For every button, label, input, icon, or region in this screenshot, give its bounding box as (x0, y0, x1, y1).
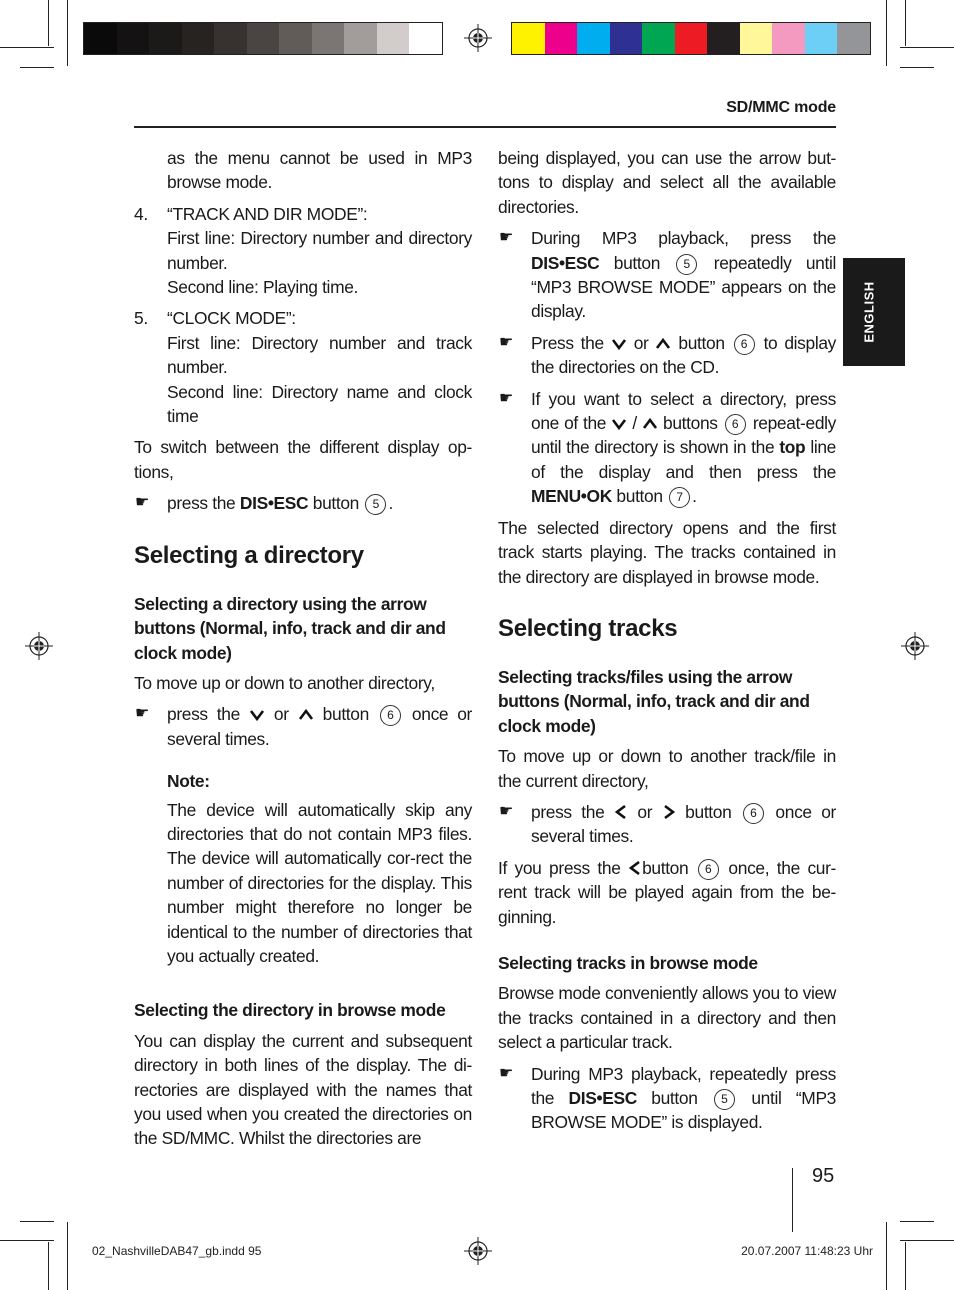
crop-mark (0, 1240, 54, 1241)
text: button (671, 332, 732, 353)
text: button (599, 252, 675, 273)
text: . (388, 493, 393, 514)
pointing-hand-icon: ☛ (135, 494, 149, 512)
text: press the (167, 704, 249, 725)
paragraph: Browse mode conveniently allows you to view the tracks contained in a directory and then select a particular track. (498, 983, 836, 1053)
button-number-badge: 5 (365, 494, 386, 515)
section-title: SD/MMC mode (726, 99, 836, 116)
crop-mark (905, 1242, 906, 1290)
footer-timestamp: 20.07.2007 11:48:23 Uhr (741, 1244, 873, 1258)
chevron-right-icon (662, 804, 676, 820)
color-swatch (545, 23, 578, 54)
instruction-item (498, 1062, 836, 1135)
list-item-title: “CLOCK MODE”: (167, 308, 296, 329)
list-item-text: First line: Directory number and track number. (167, 332, 472, 378)
color-swatch (247, 23, 280, 54)
chevron-down-icon (611, 417, 627, 431)
color-swatch (84, 23, 117, 54)
text: press the (531, 801, 614, 822)
footer-file: 02_NashvilleDAB47_gb.indd 95 (92, 1244, 262, 1258)
crop-mark (67, 1222, 68, 1290)
chevron-up-icon (642, 417, 658, 431)
registration-mark-icon (901, 632, 929, 660)
color-swatch (740, 23, 773, 54)
chevron-up-icon (655, 337, 671, 351)
color-swatch (149, 23, 182, 54)
text: If you want to select a directory, press one of the (531, 388, 836, 434)
chevron-left-icon (628, 860, 642, 876)
text: / (627, 413, 642, 434)
color-swatch (837, 23, 870, 54)
section-heading: Selecting a directory (134, 541, 364, 569)
crop-mark (48, 0, 49, 46)
crop-mark (20, 67, 54, 68)
language-tab-label: ENGLISH (861, 281, 877, 343)
grayscale-color-bar (83, 22, 443, 55)
text: or (264, 704, 298, 725)
button-number-badge: 5 (676, 254, 697, 275)
subsection-heading: Selecting tracks/files using the arrow buttons (Normal, info, track and dir and clock mode) (498, 666, 810, 736)
list-item-text: Second line: Playing time. (167, 277, 359, 298)
text: line of the display and then press the (531, 437, 837, 482)
crop-mark (886, 1222, 887, 1290)
list-item-text: First line: Directory number and directory number. (167, 228, 472, 273)
pointing-hand-icon: ☛ (499, 333, 513, 351)
button-number-badge: 6 (380, 705, 401, 726)
left-column (134, 146, 472, 1151)
pointing-hand-icon: ☛ (499, 229, 513, 247)
page-number: 95 (812, 1165, 835, 1187)
crop-mark (67, 0, 68, 66)
text: or (626, 332, 656, 353)
emphasis: top (779, 437, 806, 458)
color-swatch (279, 23, 312, 54)
text: If you press the (498, 857, 629, 878)
color-swatch (344, 23, 377, 54)
button-number-badge: 6 (698, 859, 719, 880)
pointing-hand-icon: ☛ (499, 389, 513, 407)
color-swatch (377, 23, 410, 54)
button-number-badge: 7 (669, 487, 690, 508)
button-number-badge: 6 (743, 803, 764, 824)
paragraph: To switch between the different display op-tions, (134, 437, 472, 482)
crop-mark (886, 0, 887, 66)
color-swatch (214, 23, 247, 54)
process-color-bar (511, 22, 871, 55)
text: once or several times. (531, 801, 836, 847)
text: buttons (657, 413, 723, 434)
text: button (642, 857, 696, 878)
list-number: 5. (134, 308, 148, 329)
text: once or several times. (167, 704, 472, 749)
color-swatch (772, 23, 805, 54)
chevron-down-icon (611, 337, 627, 351)
paragraph: as the menu cannot be used in MP3 browse mode. (167, 148, 472, 193)
key-label: DIS•ESC (568, 1088, 637, 1108)
text: once, the cur-rent track will be played again from the be-ginning. (498, 857, 836, 927)
right-column (498, 146, 836, 1135)
instruction-item (498, 226, 836, 324)
text: to display the directories on the CD. (531, 332, 837, 378)
registration-mark-icon (464, 24, 492, 52)
note-label: Note: (167, 771, 210, 792)
pointing-hand-icon: ☛ (499, 802, 513, 820)
paragraph: being displayed, you can use the arrow but-tons to display and select all the available directories. (498, 148, 836, 217)
pointing-hand-icon: ☛ (135, 705, 149, 723)
list-item-title: “TRACK AND DIR MODE”: (167, 203, 368, 224)
text: button (611, 486, 668, 507)
color-swatch (642, 23, 675, 54)
subsection-heading: Selecting tracks in browse mode (498, 952, 758, 973)
paragraph: You can display the current and subsequent directory in both lines of the display. The di-rectories are displayed with the names that you used when you created the directories on the SD/MMC. Whilst the directories are (134, 1030, 472, 1149)
chevron-up-icon (298, 708, 314, 722)
color-swatch (117, 23, 150, 54)
text: button (308, 493, 364, 514)
button-number-badge: 6 (725, 414, 746, 435)
text: press the (167, 493, 240, 514)
instruction-item (498, 800, 836, 849)
button-number-badge: 6 (734, 334, 755, 355)
text: repeatedly until “MP3 BROWSE MODE” appears on the display. (531, 252, 836, 322)
subsection-heading: Selecting the directory in browse mode (134, 1000, 446, 1021)
color-swatch (707, 23, 740, 54)
paragraph (498, 856, 836, 929)
page-number-rule (792, 1168, 793, 1232)
paragraph: The selected directory opens and the first track starts playing. The tracks contained in the directory are displayed in browse mode. (498, 517, 836, 587)
pointing-hand-icon: ☛ (499, 1064, 513, 1082)
color-swatch (610, 23, 643, 54)
key-label: DIS•ESC (531, 252, 600, 273)
note-text: The device will automatically skip any directories that do not contain MP3 files. The device will automatically cor-rect the number of directories for the display. This number might therefore no longer be identical to the number of directories that you actually created. (167, 799, 472, 966)
crop-mark (900, 1221, 934, 1222)
registration-mark-icon (464, 1237, 492, 1265)
crop-mark (48, 1242, 49, 1290)
instruction-item (134, 491, 472, 515)
color-swatch (182, 23, 215, 54)
color-swatch (577, 23, 610, 54)
list-number: 4. (134, 203, 148, 224)
language-tab (843, 258, 905, 366)
crop-mark (20, 1221, 54, 1222)
text: repeat-edly until the directory is shown in the (531, 413, 836, 458)
instruction-item (134, 702, 472, 968)
color-swatch (512, 23, 545, 54)
instruction-item (498, 387, 836, 509)
crop-mark (900, 47, 954, 48)
chevron-down-icon (249, 708, 265, 722)
color-swatch (805, 23, 838, 54)
chevron-left-icon (614, 804, 628, 820)
text: . (692, 486, 697, 507)
key-label: MENU•OK (531, 486, 612, 507)
paragraph: To move up or down to another track/file in the current directory, (498, 746, 836, 791)
color-swatch (675, 23, 708, 54)
crop-mark (900, 1240, 954, 1241)
text: until “MP3 BROWSE MODE” is displayed. (531, 1088, 837, 1133)
paragraph: To move up or down to another directory, (134, 672, 435, 693)
text: During MP3 playback, repeatedly press the (531, 1063, 836, 1108)
crop-mark (900, 67, 934, 68)
key-label: DIS•ESC (239, 493, 309, 514)
color-swatch (312, 23, 345, 54)
list-item-text: Second line: Directory name and clock time (167, 381, 472, 427)
section-heading: Selecting tracks (498, 614, 678, 642)
button-number-badge: 5 (714, 1089, 735, 1110)
crop-mark (905, 0, 906, 46)
color-swatch (409, 23, 442, 54)
text: Press the (531, 332, 611, 353)
text: or (627, 801, 662, 822)
text: button (636, 1088, 712, 1108)
text: During MP3 playback, press the (531, 228, 836, 249)
text: button (675, 801, 741, 822)
registration-mark-icon (25, 632, 53, 660)
list-item (134, 202, 472, 300)
text: button (313, 704, 378, 725)
list-item (134, 306, 472, 428)
header-divider (134, 126, 836, 128)
instruction-item (498, 331, 836, 380)
crop-mark (0, 47, 54, 48)
subsection-heading: Selecting a directory using the arrow buttons (Normal, info, track and dir and clock mode) (134, 593, 446, 663)
